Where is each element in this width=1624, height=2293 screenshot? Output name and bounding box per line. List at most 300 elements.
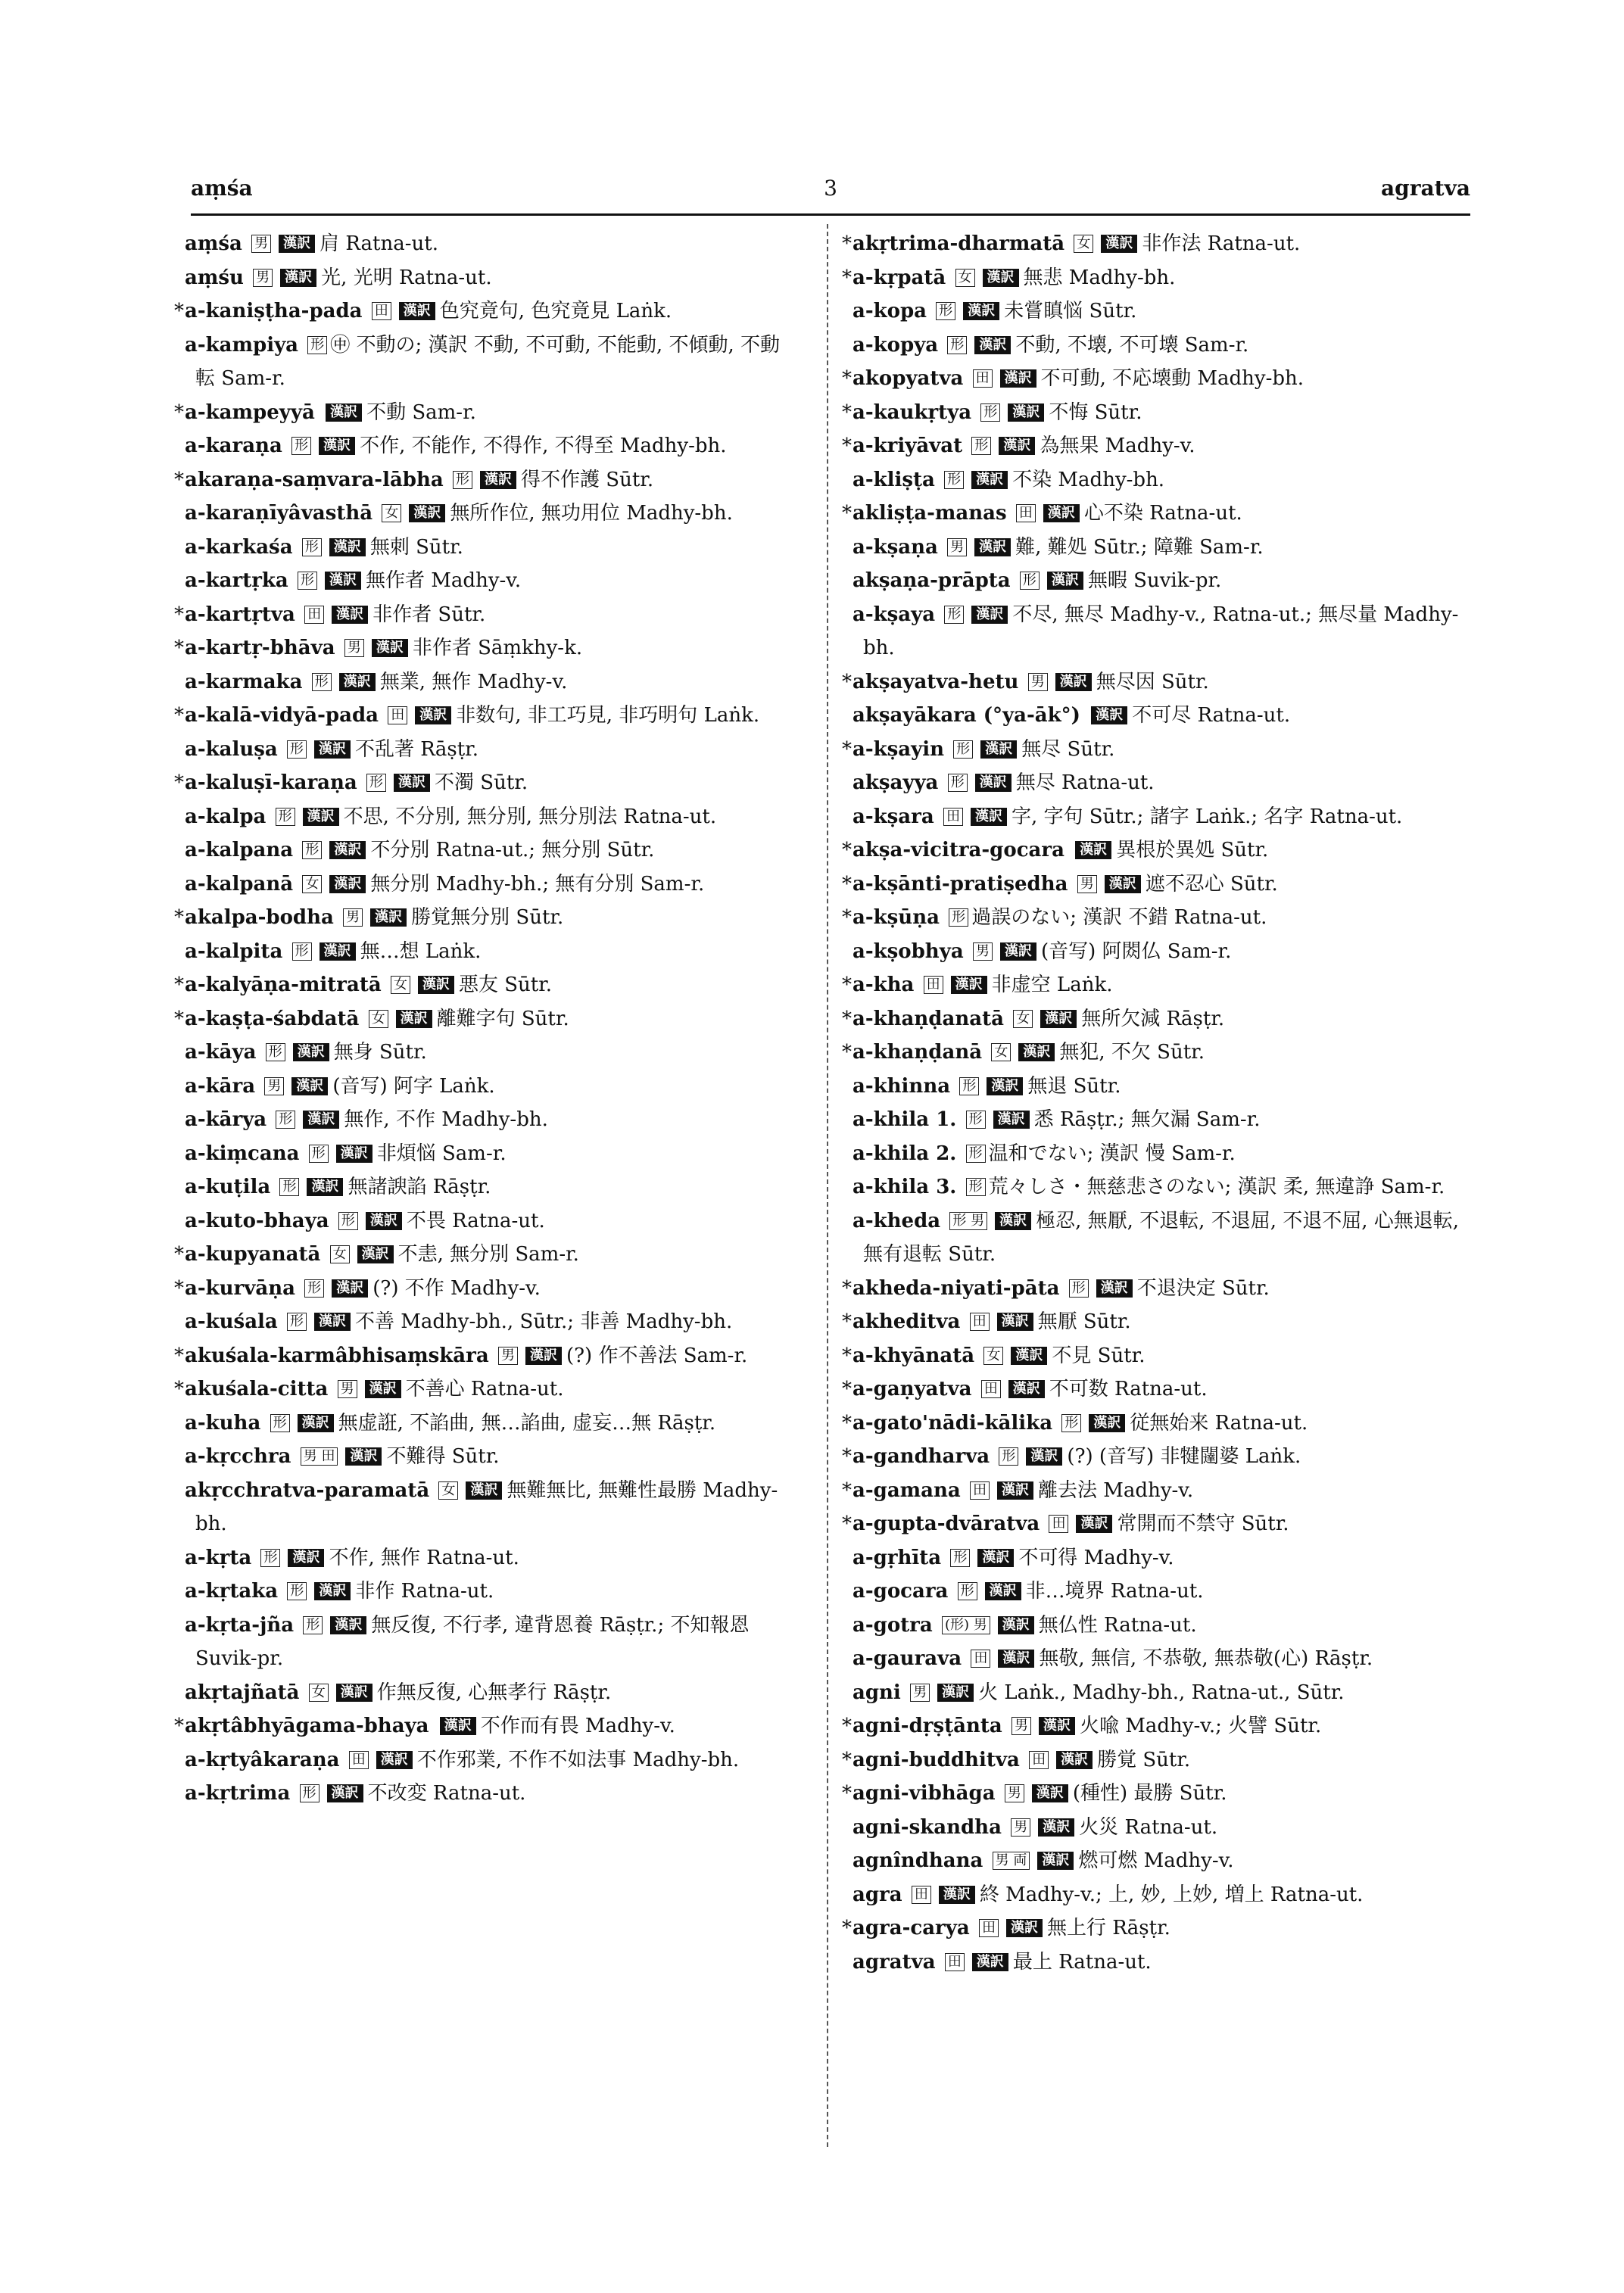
translation-tag: 漢訳 [365,1380,401,1398]
entry-definition: 心不染 Ratna-ut. [1083,502,1242,525]
translation-tag: 漢訳 [1018,1043,1055,1061]
translation-tag: 漢訳 [329,875,366,893]
entry-definition: 不作而有畏 Madhy-v. [480,1715,675,1737]
entry-headword: a-khinna [853,1074,951,1098]
entry-definition: 無尽因 Sūtr. [1096,670,1209,693]
entry-headword: a-gamana [853,1478,961,1502]
entry-headword: a-kṛcchra [185,1445,291,1468]
entry-headword: agni-skandha [853,1815,1002,1839]
grammar-marker: 女 [369,1010,388,1028]
entry-headword: a-kṛtaka [185,1580,279,1603]
entry-headword: a-kṣobhya [853,939,964,963]
grammar-marker: 男 [253,269,273,287]
dictionary-entry [174,800,795,834]
entry-headword: a-kṣānti-pratiṣedha [853,872,1068,896]
entry-definition: 不動, 不壊, 不可壊 Sam-r. [1015,333,1249,357]
entry-definition: 無厭 Sūtr. [1037,1310,1131,1333]
dictionary-entry [842,1204,1463,1272]
entry-star-marker: * [174,637,184,659]
entry-headword: a-kuha [185,1411,261,1435]
grammar-marker: 田 [979,1919,999,1937]
entry-headword: a-karaṇīyâvasthā [185,502,373,525]
entry-star-marker: * [842,737,852,761]
dictionary-entry [842,1103,1463,1137]
dictionary-entry [174,429,795,463]
dictionary-entry [174,261,795,295]
entry-definition: 不濁 Sūtr. [435,771,528,794]
translation-tag: 漢訳 [997,1313,1033,1331]
entry-definition: 不難得 Sūtr. [386,1445,500,1468]
grammar-marker: 形 [966,1145,986,1163]
translation-tag: 漢訳 [345,1447,382,1466]
entry-definition: 不尽, 無尽 Madhy-v., Ratna-ut.; 無尽量 Madhy-bh. [863,603,1459,659]
grammar-marker: 男 [343,908,363,927]
translation-tag: 漢訳 [998,1616,1034,1634]
entry-star-marker: * [842,367,852,390]
translation-tag: 漢訳 [977,1549,1014,1567]
entry-definition: (?) 作不善法 Sam-r. [566,1344,748,1367]
entry-headword: a-kaukṛtya [853,400,972,424]
grammar-marker: 男 [910,1684,930,1702]
dictionary-entry [174,1676,795,1710]
entry-definition: 不畏 Ratna-ut. [406,1209,545,1232]
page-number: 3 [824,176,837,201]
dictionary-entry [174,1474,795,1541]
entry-headword: a-kṣaya [853,603,936,626]
dictionary-entry [174,1103,795,1137]
dictionary-entry [842,261,1463,295]
dictionary-entry [174,1372,795,1407]
grammar-marker: 田 [971,1650,990,1668]
entry-definition: 非虚空 Laṅk. [991,974,1113,996]
translation-tag: 漢訳 [1026,1447,1062,1466]
entry-definition: 非数句, 非工巧見, 非巧明句 Laṅk. [456,704,760,727]
dictionary-entry [174,1440,795,1474]
entry-definition: 不分別 Ratna-ut.; 無分別 Sūtr. [370,839,655,861]
entry-definition: 火 Laṅk., Madhy-bh., Ratna-ut., Sūtr. [978,1681,1345,1704]
entry-headword: a-khila 2. [853,1142,957,1165]
entry-headword: a-khila 3. [853,1176,957,1198]
translation-tag: 漢訳 [1101,235,1137,253]
grammar-marker: 田 [1016,504,1036,522]
entry-definition: 不動 Sam-r. [366,400,476,424]
grammar-marker: 男 [973,942,993,961]
dictionary-entry [842,1407,1463,1441]
dictionary-entry [174,1204,795,1238]
entry-headword: a-gocara [853,1580,949,1603]
entry-definition: 極忍, 無厭, 不退転, 不退屈, 不退不屈, 心無退転, 無有退転 Sūtr. [863,1209,1460,1266]
entry-definition: 不改変 Ratna-ut. [367,1782,526,1805]
dictionary-entry [842,1474,1463,1508]
entry-headword: a-khaṇḍanā [853,1041,983,1064]
entry-star-marker: * [842,435,852,457]
translation-tag: 漢訳 [325,572,361,590]
entry-headword: akheda-niyati-pāta [853,1276,1060,1300]
translation-tag: 漢訳 [326,403,362,422]
entry-star-marker: * [842,1715,852,1737]
entry-headword: a-kuṭila [185,1176,271,1198]
entry-definition: 荒々しさ・無慈悲さのない; 漢訳 柔, 無違諍 Sam-r. [988,1176,1445,1198]
dictionary-entry [842,1777,1463,1811]
dictionary-entry [842,362,1463,396]
entry-star-marker: * [174,468,184,491]
entry-definition: 不作邪業, 不作不如法事 Madhy-bh. [416,1748,740,1771]
entry-star-marker: * [174,771,184,794]
entry-headword: a-kliṣṭa [853,468,935,491]
grammar-marker: 形 [276,1111,295,1129]
entry-star-marker: * [842,1007,852,1030]
entry-headword: a-kṣayin [853,737,945,761]
grammar-marker: 形 [944,471,964,489]
translation-tag: 漢訳 [1000,942,1036,961]
entry-definition: 未嘗瞋悩 Sūtr. [1004,300,1137,322]
translation-tag: 漢訳 [1040,1010,1077,1028]
dictionary-entry [174,1137,795,1171]
grammar-marker: 女 [438,1481,458,1500]
entry-headword: a-kalā-vidyā-pada [185,704,379,727]
translation-tag: 漢訳 [1043,504,1080,522]
grammar-marker: 形 [270,1414,290,1432]
dictionary-entry [842,1609,1463,1643]
dictionary-entry [842,699,1463,733]
dictionary-entry [842,1811,1463,1845]
entry-headword: a-kampeyyā [185,400,315,424]
entry-headword: akalpa-bodha [185,906,334,929]
grammar-marker: 田 [945,1953,965,1971]
entry-star-marker: * [174,704,184,727]
grammar-marker: 形 [307,336,327,354]
entry-headword: a-gaurava [853,1647,962,1670]
translation-tag: 漢訳 [440,1717,476,1735]
translation-tag: 漢訳 [307,1178,343,1196]
entry-headword: a-kṛpatā [853,266,946,289]
dictionary-entry [174,1036,795,1070]
entry-star-marker: * [842,1478,852,1502]
translation-tag: 漢訳 [993,1111,1030,1129]
entry-definition: 無尽 Ratna-ut. [1015,771,1155,794]
translation-tag: 漢訳 [974,538,1011,556]
entry-definition: 非作 Ratna-ut. [355,1580,494,1603]
entry-definition: 不染 Madhy-bh. [1012,468,1165,491]
entry-definition: 不思, 不分別, 無分別, 無分別法 Ratna-ut. [343,805,717,828]
grammar-marker: 男 両 [993,1852,1030,1870]
entry-headword: akṛcchratva-paramatā [185,1478,430,1502]
translation-tag: 漢訳 [332,606,368,624]
grammar-marker: 形 [302,841,322,859]
entry-headword: a-karmaka [185,670,303,693]
entry-headword: akopyatva [853,367,964,390]
grammar-marker: 田 [970,1481,990,1500]
translation-tag: 漢訳 [951,976,987,994]
dictionary-entry [174,733,795,767]
dictionary-entry [174,1339,795,1373]
grammar-marker: 形 [292,942,312,961]
entry-star-marker: * [174,1243,184,1266]
translation-tag: 漢訳 [1091,706,1127,724]
translation-tag: 漢訳 [1056,1751,1093,1769]
entry-definition: 無仏性 Ratna-ut. [1038,1613,1197,1637]
dictionary-entry [174,1541,795,1575]
entry-definition: 常開而不禁守 Sūtr. [1117,1513,1289,1535]
dictionary-entry [174,631,795,665]
translation-tag: 漢訳 [336,1684,372,1702]
entry-definition: 過誤のない; 漢訳 不錯 Ratna-ut. [971,906,1267,929]
entry-definition: 無刺 Sūtr. [369,535,463,559]
entry-headword: akliṣṭa-manas [853,502,1007,525]
dictionary-entry [842,1372,1463,1407]
grammar-marker: 田 [912,1886,931,1904]
dictionary-entry [842,1676,1463,1710]
entry-star-marker: * [842,1782,852,1805]
entry-headword: a-kārya [185,1108,267,1131]
dictionary-entry [842,1170,1463,1204]
dictionary-entry [842,1272,1463,1306]
dictionary-entry [842,733,1463,767]
dictionary-entry [174,1609,795,1676]
entry-headword: a-gandharva [853,1445,990,1468]
dictionary-entry [842,968,1463,1002]
dictionary-entry [174,868,795,902]
entry-definition: 無退 Sūtr. [1027,1074,1121,1098]
entry-definition: 不悔 Sūtr. [1049,400,1142,424]
translation-tag: 漢訳 [998,1650,1034,1668]
entry-headword: a-kriyāvat [853,435,963,457]
translation-tag: 漢訳 [997,1481,1033,1500]
dictionary-entry [842,766,1463,800]
dictionary-entry [174,1305,795,1339]
grammar-marker: 形 [936,302,955,320]
dictionary-entry [842,833,1463,868]
entry-headword: a-kalpana [185,839,294,861]
entry-definition: 従無始来 Ratna-ut. [1130,1411,1308,1435]
entry-definition: 無犯, 不欠 Sūtr. [1059,1041,1205,1064]
translation-tag: 漢訳 [466,1481,502,1500]
grammar-marker: 形 [266,1043,285,1061]
entry-headword: a-kaniṣṭha-pada [185,300,363,322]
translation-tag: 漢訳 [999,437,1035,455]
grammar-marker: 形 [980,403,1000,422]
entry-star-marker: * [174,603,184,626]
dictionary-entry [174,968,795,1002]
translation-tag: 漢訳 [376,1751,413,1769]
dictionary-entry [174,463,795,497]
header-first-word: aṃśa [191,176,253,201]
grammar-marker: 男 [1028,673,1048,691]
dictionary-entry [174,1238,795,1272]
entry-star-marker: * [174,906,184,929]
translation-tag: 漢訳 [394,774,430,792]
translation-tag: 漢訳 [314,1313,351,1331]
entry-headword: akaraṇa-saṃvara-lābha [185,468,444,491]
entry-star-marker: * [842,1411,852,1435]
translation-tag: 漢訳 [319,437,355,455]
entry-headword: a-kartṛ-bhāva [185,637,335,659]
grammar-marker: 形 [287,1313,307,1331]
grammar-marker: 田 [1049,1515,1068,1533]
entry-definition: 不善 Madhy-bh., Sūtr.; 非善 Madhy-bh. [355,1310,733,1333]
dictionary-entry [174,1272,795,1306]
entry-definition: 無諸諛諂 Rāṣṭr. [348,1176,491,1198]
entry-definition: 無所欠減 Rāṣṭr. [1081,1007,1225,1030]
dictionary-entry [174,1070,795,1104]
dictionary-entry [174,766,795,800]
translation-tag: 漢訳 [1006,1919,1043,1937]
entry-definition: 火災 Ratna-ut. [1079,1815,1218,1839]
grammar-marker: 女 [1013,1010,1033,1028]
translation-tag: 漢訳 [983,269,1019,287]
entry-star-marker: * [842,1513,852,1535]
translation-tag: 漢訳 [971,471,1008,489]
entry-headword: a-gotra [853,1613,933,1637]
grammar-marker: 女 [983,1347,1003,1365]
entry-headword: aṃśu [185,266,244,289]
entry-star-marker: * [842,1917,852,1939]
grammar-marker: 形 [959,1077,979,1095]
entry-star-marker: * [842,1445,852,1468]
grammar-marker: 形 [949,908,968,927]
entry-headword: akṛtâbhyāgama-bhaya [185,1715,429,1737]
entry-headword: a-khila 1. [853,1108,957,1131]
entry-headword: akṣa-vicitra-gocara [853,839,1064,861]
entry-headword: a-gupta-dvāratva [853,1513,1040,1535]
dictionary-entry [842,329,1463,363]
dictionary-entry [842,564,1463,598]
grammar-marker: 田 [349,1751,369,1769]
dictionary-entry [174,699,795,733]
translation-tag: 漢訳 [418,976,454,994]
dictionary-entry [174,665,795,699]
entry-definition: 離去法 Madhy-v. [1038,1478,1194,1502]
entry-star-marker: * [174,1344,184,1367]
translation-tag: 漢訳 [314,740,351,759]
dictionary-entry [842,497,1463,531]
entry-star-marker: * [842,839,852,861]
entry-star-marker: * [842,1344,852,1367]
translation-tag: 漢訳 [327,1784,363,1802]
translation-tag: 漢訳 [339,673,376,691]
translation-tag: 漢訳 [1000,369,1036,388]
translation-tag: 漢訳 [293,1043,329,1061]
entry-definition: 勝覚無分別 Sūtr. [411,906,564,929]
entry-star-marker: * [842,1041,852,1064]
translation-tag: 漢訳 [972,1953,1008,1971]
translation-tag: 漢訳 [314,1582,351,1600]
dictionary-entry [842,901,1463,935]
grammar-marker: 形 [366,774,386,792]
entry-star-marker: * [842,1748,852,1771]
translation-tag: 漢訳 [1011,1347,1047,1365]
entry-headword: agnîndhana [853,1849,983,1872]
entry-star-marker: * [842,232,852,255]
entry-definition: 不可数 Ratna-ut. [1049,1378,1208,1400]
grammar-marker: 女 [302,875,322,893]
entry-definition: 不可得 Madhy-v. [1018,1546,1174,1569]
grammar-marker: 男 [1077,875,1097,893]
translation-tag: 漢訳 [336,1145,372,1163]
entry-definition: 勝覚 Sūtr. [1097,1748,1191,1771]
grammar-marker: 女 [955,269,975,287]
dictionary-entry [174,901,795,935]
entry-definition: 光, 光明 Ratna-ut. [321,266,492,289]
translation-tag: 漢訳 [303,808,339,826]
grammar-marker: 田 [1029,1751,1049,1769]
entry-headword: a-kalpa [185,805,267,828]
header-rule [191,213,1470,216]
grammar-marker: 形 [1020,572,1040,590]
grammar-marker: 男 [251,235,271,253]
entry-headword: a-khyānatā [853,1344,975,1367]
grammar-marker: 形 男 [949,1212,987,1230]
translation-tag: 漢訳 [1037,1852,1074,1870]
entry-headword: a-kṣara [853,805,934,828]
entry-headword: a-kuto-bhaya [185,1209,329,1232]
entry-headword: a-kheda [853,1209,941,1232]
entry-definition: 火喩 Madhy-v.; 火譬 Sūtr. [1080,1715,1322,1737]
dictionary-entry [842,1878,1463,1912]
grammar-marker: 女 [1074,235,1093,253]
translation-tag: 漢訳 [399,302,435,320]
grammar-marker: 田 [372,302,391,320]
entry-star-marker: * [842,974,852,996]
dictionary-entry [842,868,1463,902]
entry-star-marker: * [842,266,852,289]
entry-definition: 非…境界 Ratna-ut. [1025,1580,1204,1603]
entry-headword: a-kartṛka [185,569,288,592]
entry-headword: akṣayatva-hetu [853,670,1019,693]
translation-tag: 漢訳 [396,1010,432,1028]
dictionary-entry [842,1743,1463,1777]
entry-headword: akheditva [853,1310,961,1333]
translation-tag: 漢訳 [1032,1784,1068,1802]
entry-headword: a-kṛta-jña [185,1613,295,1637]
grammar-marker: 田 [924,976,943,994]
entry-headword: a-kuśala [185,1310,278,1333]
entry-definition: 無敬, 無信, 不恭敬, 無恭敬(心) Rāṣṭr. [1039,1647,1373,1670]
dictionary-entry [174,531,795,565]
translation-tag: 漢訳 [1008,1380,1045,1398]
translation-tag: 漢訳 [288,1549,324,1567]
translation-tag: 漢訳 [366,1212,402,1230]
entry-star-marker: * [174,300,184,322]
dictionary-entry [174,1777,795,1811]
header-last-word: agratva [1381,176,1470,201]
entry-definition: 不見 Sūtr. [1052,1344,1146,1367]
entry-definition: 無上行 Rāṣṭr. [1046,1917,1170,1939]
dictionary-entry [842,800,1463,834]
grammar-marker: 男 [1011,1717,1031,1735]
entry-headword: akuśala-karmâbhisaṃskāra [185,1344,489,1367]
entry-headword: akuśala-citta [185,1378,329,1400]
entry-definition: 無作, 不作 Madhy-bh. [344,1108,548,1131]
entry-headword: agra [853,1883,902,1906]
grammar-marker: 女 [391,976,410,994]
translation-tag: 漢訳 [320,942,356,961]
translation-tag: 漢訳 [1038,1818,1074,1837]
entry-star-marker: * [842,400,852,424]
translation-tag: 漢訳 [409,504,445,522]
entry-definition: 不恚, 無分別 Sam-r. [397,1243,579,1266]
translation-tag: 漢訳 [939,1886,975,1904]
entry-definition: (音写) 阿字 Laṅk. [332,1074,495,1098]
dictionary-entry [174,1407,795,1441]
entry-definition: 不可尽 Ratna-ut. [1132,704,1291,727]
grammar-marker: 女 [991,1043,1011,1061]
entry-definition: 難, 難処 Sūtr.; 障難 Sam-r. [1015,535,1264,559]
entry-definition: 悉 Rāṣṭr.; 無欠漏 Sam-r. [1033,1108,1261,1131]
entry-definition: 無作者 Madhy-v. [366,569,522,592]
dictionary-entry [842,1507,1463,1541]
translation-tag: 漢訳 [357,1245,394,1263]
